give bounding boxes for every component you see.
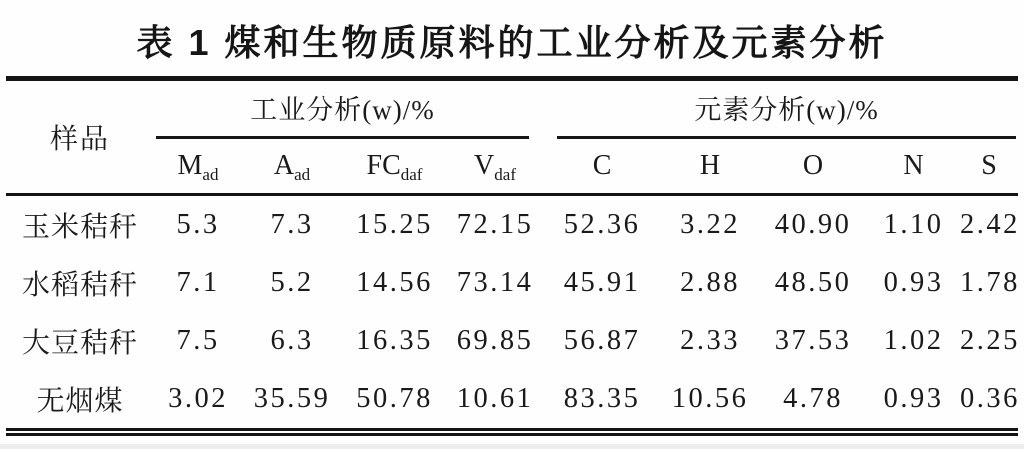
table-title: 表 1 煤和生物质原料的工业分析及元素分析: [136, 22, 888, 63]
scan-edge-shade: [0, 444, 1024, 449]
value-cell: 69.85: [456, 325, 534, 356]
value-cell: 2.33: [680, 325, 740, 356]
value-cell: 0.93: [883, 267, 944, 298]
value-cell: 40.90: [774, 209, 852, 240]
column-header-sub: daf: [494, 165, 516, 184]
table-row: [6, 254, 1018, 312]
column-header-fcdaf: [342, 139, 447, 195]
sample-cell: 水稻秸秆: [21, 270, 138, 301]
sub-header-row: [6, 139, 1018, 195]
value-cell: 0.93: [883, 383, 944, 414]
column-header-base: V: [474, 150, 495, 181]
column-header-sub: ad: [202, 165, 219, 184]
value-cell: 1.78: [960, 267, 1020, 298]
sample-cell: 无烟煤: [36, 386, 124, 417]
column-header-aad: [242, 139, 342, 195]
value-cell: 10.56: [671, 383, 749, 414]
value-cell: 35.59: [253, 383, 331, 414]
value-cell: 6.3: [270, 325, 314, 356]
group-header-ultimate: [543, 79, 1018, 140]
analysis-table: [6, 76, 1018, 436]
column-header-base: O: [802, 150, 824, 181]
value-cell: 5.3: [176, 209, 220, 240]
column-header-base: FC: [366, 150, 401, 181]
column-header-vdaf: [447, 139, 543, 195]
column-header-sub: daf: [400, 165, 423, 184]
column-header-base: A: [273, 150, 295, 181]
value-cell: 0.36: [960, 383, 1020, 414]
column-header-base: M: [177, 150, 203, 181]
value-cell: 52.36: [563, 209, 641, 240]
value-cell: 4.78: [783, 383, 843, 414]
value-cell: 1.02: [883, 325, 944, 356]
value-cell: 83.35: [563, 383, 641, 414]
value-cell: 73.14: [456, 267, 534, 298]
sample-column-header: 样品: [6, 79, 154, 195]
sample-cell: 玉米秸秆: [21, 212, 138, 243]
table-row: [6, 195, 1018, 255]
column-header-c: [543, 139, 661, 195]
value-cell: 2.42: [960, 209, 1020, 240]
value-cell: 3.02: [168, 383, 228, 414]
column-header-base: C: [592, 150, 612, 181]
table-row: [6, 370, 1018, 432]
column-header-n: [867, 139, 960, 195]
value-cell: 1.10: [883, 209, 944, 240]
value-cell: 3.22: [680, 209, 740, 240]
value-cell: 56.87: [563, 325, 641, 356]
column-header-h: [661, 139, 759, 195]
column-header-sub: ad: [294, 165, 311, 184]
value-cell: 2.88: [680, 267, 740, 298]
value-cell: 72.15: [456, 209, 534, 240]
value-cell: 45.91: [563, 267, 641, 298]
column-header-s: [960, 139, 1018, 195]
value-cell: 16.35: [356, 325, 433, 356]
value-cell: 7.1: [176, 267, 220, 298]
group-header-proximate-label: 工业分析(w)/%: [156, 88, 529, 139]
value-cell: 5.2: [270, 267, 314, 298]
column-header-base: S: [981, 150, 997, 181]
value-cell: 48.50: [774, 267, 852, 298]
group-header-proximate: [154, 79, 543, 140]
value-cell: 37.53: [774, 325, 852, 356]
table-row: [6, 312, 1018, 370]
sample-cell: 大豆秸秆: [21, 328, 138, 359]
column-header-o: [759, 139, 867, 195]
value-cell: 7.3: [270, 209, 314, 240]
value-cell: 15.25: [356, 209, 433, 240]
value-cell: 50.78: [356, 383, 433, 414]
value-cell: 14.56: [356, 267, 433, 298]
group-header-ultimate-label: 元素分析(w)/%: [557, 88, 1016, 139]
value-cell: 7.5: [176, 325, 220, 356]
column-header-mad: [154, 139, 242, 195]
column-header-base: H: [699, 150, 721, 181]
value-cell: 10.61: [456, 383, 534, 414]
value-cell: 2.25: [960, 325, 1020, 356]
group-header-row: [6, 79, 1018, 140]
column-header-base: N: [903, 150, 924, 181]
